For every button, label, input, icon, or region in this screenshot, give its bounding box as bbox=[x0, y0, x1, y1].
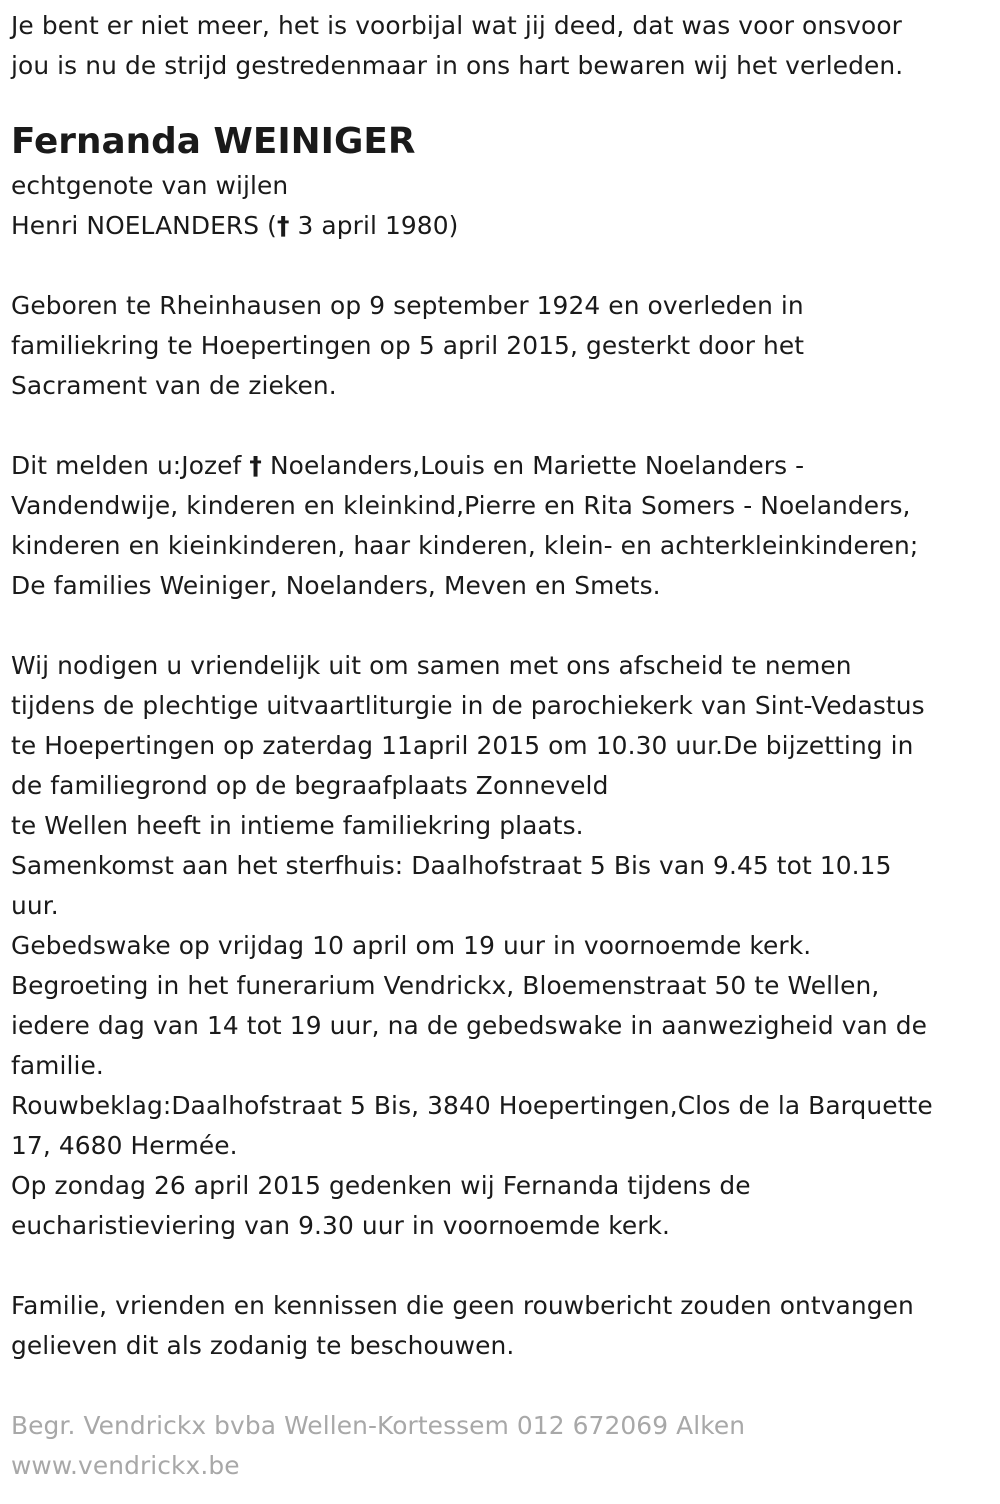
cross-icon: † bbox=[276, 211, 290, 240]
website-link[interactable]: www.vendrickx.be bbox=[11, 1451, 240, 1480]
paragraph-line: familiekring te Hoepertingen op 5 april 2015, gesterkt door het bbox=[11, 331, 805, 360]
footer bbox=[11, 1406, 996, 1486]
invitation-paragraph bbox=[11, 646, 996, 1246]
paragraph-line: Begroeting in het funerarium Vendrickx, Bloemenstraat 50 te Wellen, bbox=[11, 971, 880, 1000]
cross-icon: † bbox=[249, 451, 262, 480]
paragraph-line: Rouwbeklag:Daalhofstraat 5 Bis, 3840 Hoepertingen,Clos de la Barquette bbox=[11, 1091, 933, 1120]
paragraph-line: te Hoepertingen op zaterdag 11april 2015 om 10.30 uur.De bijzetting in bbox=[11, 731, 914, 760]
paragraph-line: De families Weiniger, Noelanders, Meven en Smets. bbox=[11, 571, 661, 600]
family-suffix: Noelanders,Louis en Mariette Noelanders - bbox=[261, 451, 805, 480]
paragraph-line: iedere dag van 14 tot 19 uur, na de gebedswake in aanwezigheid van de bbox=[11, 1011, 928, 1040]
relation-text: echtgenote van wijlen bbox=[11, 171, 289, 200]
paragraph-line: uur. bbox=[11, 891, 59, 920]
paragraph-line: Familie, vrienden en kennissen die geen rouwbericht zouden ontvangen bbox=[11, 1291, 914, 1320]
paragraph-line: Samenkomst aan het sterfhuis: Daalhofstraat 5 Bis van 9.45 tot 10.15 bbox=[11, 851, 892, 880]
family-paragraph bbox=[11, 446, 996, 606]
paragraph-line: kinderen en kieinkinderen, haar kinderen, klein- en achterkleinkinderen; bbox=[11, 531, 919, 560]
paragraph-line: Gebedswake op vrijdag 10 april om 19 uur in voornoemde kerk. bbox=[11, 931, 812, 960]
paragraph-line: Wij nodigen u vriendelijk uit om samen met ons afscheid te nemen bbox=[11, 651, 852, 680]
poem-line: Je bent er niet meer, het is voorbijal wat jij deed, dat was voor onsvoor bbox=[11, 11, 902, 40]
paragraph-line: Vandendwije, kinderen en kleinkind,Pierre en Rita Somers - Noelanders, bbox=[11, 491, 911, 520]
family-prefix: Dit melden u:Jozef bbox=[11, 451, 250, 480]
paragraph-line: te Wellen heeft in intieme familiekring plaats. bbox=[11, 811, 584, 840]
paragraph-line: familie. bbox=[11, 1051, 104, 1080]
paragraph-line: gelieven dit als zodanig te beschouwen. bbox=[11, 1331, 515, 1360]
paragraph-line: 17, 4680 Hermée. bbox=[11, 1131, 238, 1160]
spouse-info bbox=[11, 166, 996, 246]
paragraph-line: eucharistieviering van 9.30 uur in voornoemde kerk. bbox=[11, 1211, 671, 1240]
paragraph-line: tijdens de plechtige uitvaartliturgie in de parochiekerk van Sint-Vedastus bbox=[11, 691, 925, 720]
spouse-name: Henri NOELANDERS ( bbox=[11, 211, 277, 240]
spouse-death-date: 3 april 1980) bbox=[289, 211, 459, 240]
poem bbox=[11, 6, 996, 86]
poem-line: jou is nu de strijd gestredenmaar in ons hart bewaren wij het verleden. bbox=[11, 51, 904, 80]
undertaker-info: Begr. Vendrickx bvba Wellen-Kortessem 012 672069 Alken bbox=[11, 1411, 746, 1440]
obituary-notice bbox=[11, 6, 996, 1486]
notice-paragraph bbox=[11, 1286, 996, 1366]
paragraph-line: Sacrament van de zieken. bbox=[11, 371, 337, 400]
paragraph-line: Geboren te Rheinhausen op 9 september 1924 en overleden in bbox=[11, 291, 804, 320]
spouse-line bbox=[11, 206, 996, 246]
birth-death-paragraph bbox=[11, 286, 996, 406]
paragraph-line: de familiegrond op de begraafplaats Zonneveld bbox=[11, 771, 609, 800]
paragraph-line bbox=[11, 446, 996, 486]
deceased-name: Fernanda WEINIGER bbox=[11, 121, 416, 162]
paragraph-line: Op zondag 26 april 2015 gedenken wij Fernanda tijdens de bbox=[11, 1171, 751, 1200]
